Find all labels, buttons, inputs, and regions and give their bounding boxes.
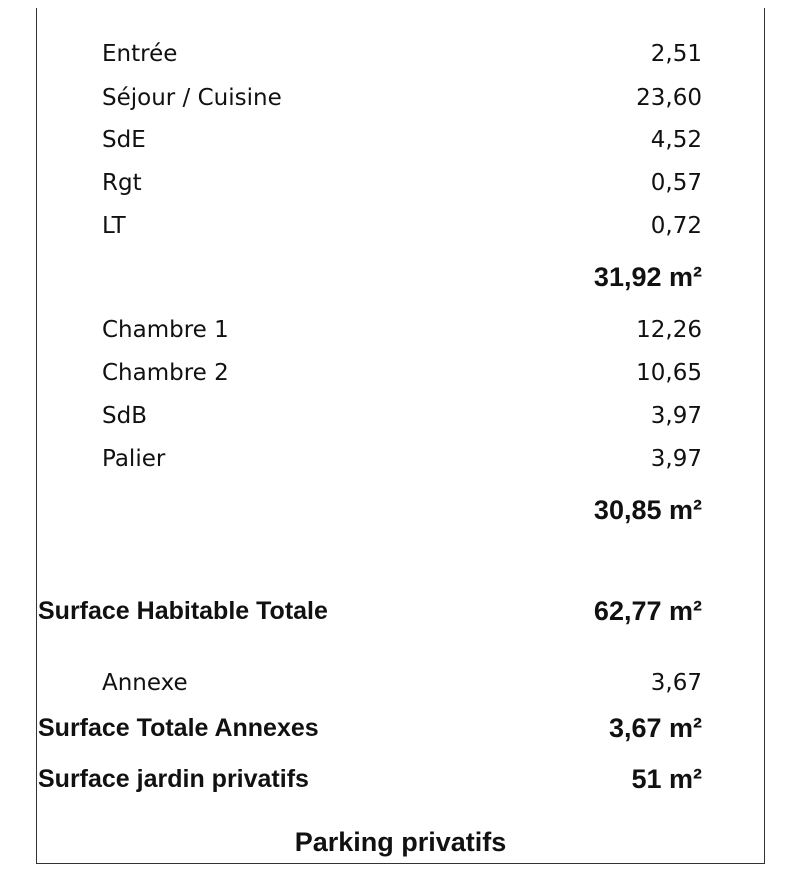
annexe-label: Annexe — [102, 670, 188, 696]
room-area: 0,57 — [650, 170, 702, 196]
room-label: SdB — [102, 403, 147, 429]
jardin-value: 51 m² — [631, 764, 702, 794]
table-row — [0, 353, 788, 393]
room-label: Entrée — [102, 41, 178, 67]
jardin-row — [0, 759, 788, 799]
table-row — [0, 34, 788, 74]
table-row — [0, 78, 788, 118]
room-area: 23,60 — [636, 85, 702, 111]
annexes-total-label: Surface Totale Annexes — [38, 714, 319, 742]
room-area: 4,52 — [650, 127, 702, 153]
room-label: Rgt — [102, 170, 142, 196]
annexe-area: 3,67 — [650, 670, 702, 696]
annexes-total-value: 3,67 m² — [608, 713, 702, 743]
table-row — [0, 163, 788, 203]
subtotal-value: 30,85 m² — [593, 495, 702, 525]
table-row — [0, 310, 788, 350]
annexes-total-row — [0, 708, 788, 748]
room-area: 3,97 — [650, 446, 702, 472]
room-area: 3,97 — [650, 403, 702, 429]
subtotal-row — [0, 257, 788, 297]
jardin-label: Surface jardin privatifs — [38, 765, 309, 793]
room-label: Séjour / Cuisine — [102, 85, 282, 111]
table-row — [0, 396, 788, 436]
room-area: 10,65 — [636, 360, 702, 386]
room-label: Chambre 1 — [102, 317, 229, 343]
subtotal-value: 31,92 m² — [593, 262, 702, 292]
room-label: Chambre 2 — [102, 360, 229, 386]
parking-row — [0, 822, 788, 862]
habitable-total-row — [0, 591, 788, 631]
table-row — [0, 663, 788, 703]
room-area: 2,51 — [650, 41, 702, 67]
table-row — [0, 206, 788, 246]
habitable-total-label: Surface Habitable Totale — [38, 597, 328, 625]
room-label: SdE — [102, 127, 146, 153]
room-label: Palier — [102, 446, 166, 472]
room-label: LT — [102, 213, 126, 239]
parking-label: Parking privatifs — [294, 827, 507, 857]
table-row — [0, 439, 788, 479]
subtotal-row — [0, 490, 788, 530]
room-area: 12,26 — [636, 317, 702, 343]
habitable-total-value: 62,77 m² — [593, 596, 702, 626]
table-row — [0, 120, 788, 160]
room-area: 0,72 — [650, 213, 702, 239]
